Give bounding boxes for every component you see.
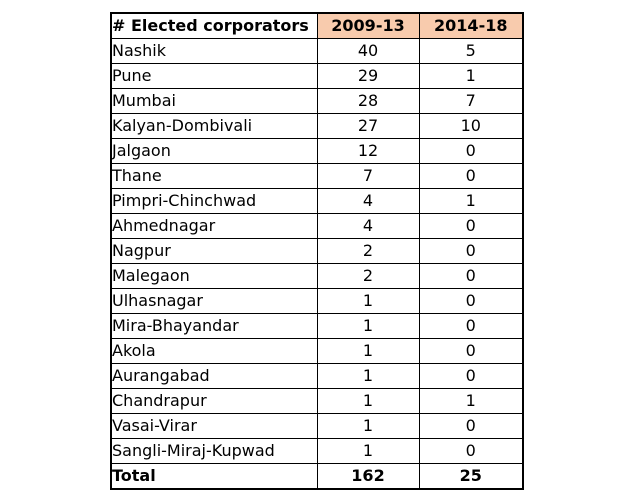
table-row (111, 39, 523, 64)
value-2014-18-cell: 7 (419, 89, 523, 114)
value-2009-13-cell: 2 (317, 239, 419, 264)
table-row (111, 339, 523, 364)
table-row (111, 114, 523, 139)
value-2009-13-cell: 1 (317, 389, 419, 414)
header-2009-13: 2009-13 (317, 13, 419, 39)
city-cell: Ahmednagar (111, 214, 317, 239)
table-body (111, 39, 523, 464)
city-cell: Kalyan-Dombivali (111, 114, 317, 139)
value-2009-13-cell: 4 (317, 214, 419, 239)
city-cell: Pune (111, 64, 317, 89)
city-cell: Vasai-Virar (111, 414, 317, 439)
value-2009-13-cell: 1 (317, 439, 419, 464)
total-label: Total (111, 464, 317, 490)
total-2014-18: 25 (419, 464, 523, 490)
value-2009-13-cell: 1 (317, 289, 419, 314)
value-2014-18-cell: 0 (419, 164, 523, 189)
total-2009-13: 162 (317, 464, 419, 490)
table-row (111, 189, 523, 214)
city-cell: Akola (111, 339, 317, 364)
total-row (111, 464, 523, 490)
value-2009-13-cell: 29 (317, 64, 419, 89)
table-row (111, 389, 523, 414)
city-cell: Chandrapur (111, 389, 317, 414)
city-cell: Nagpur (111, 239, 317, 264)
table-row (111, 89, 523, 114)
city-cell: Mumbai (111, 89, 317, 114)
header-city: # Elected corporators (111, 13, 317, 39)
value-2009-13-cell: 2 (317, 264, 419, 289)
header-2014-18: 2014-18 (419, 13, 523, 39)
city-cell: Sangli-Miraj-Kupwad (111, 439, 317, 464)
city-cell: Jalgaon (111, 139, 317, 164)
value-2014-18-cell: 0 (419, 214, 523, 239)
value-2009-13-cell: 1 (317, 414, 419, 439)
city-cell: Pimpri-Chinchwad (111, 189, 317, 214)
table-row (111, 439, 523, 464)
table-row (111, 314, 523, 339)
table-row (111, 214, 523, 239)
table-row (111, 264, 523, 289)
city-cell: Malegaon (111, 264, 317, 289)
city-cell: Ulhasnagar (111, 289, 317, 314)
value-2014-18-cell: 1 (419, 189, 523, 214)
table-row (111, 364, 523, 389)
table-row (111, 139, 523, 164)
city-cell: Thane (111, 164, 317, 189)
city-cell: Nashik (111, 39, 317, 64)
value-2014-18-cell: 1 (419, 389, 523, 414)
value-2009-13-cell: 28 (317, 89, 419, 114)
value-2009-13-cell: 1 (317, 314, 419, 339)
value-2009-13-cell: 12 (317, 139, 419, 164)
city-cell: Mira-Bhayandar (111, 314, 317, 339)
table-row (111, 164, 523, 189)
value-2009-13-cell: 1 (317, 364, 419, 389)
value-2014-18-cell: 0 (419, 314, 523, 339)
value-2014-18-cell: 0 (419, 239, 523, 264)
table-row (111, 289, 523, 314)
value-2014-18-cell: 0 (419, 139, 523, 164)
table-row (111, 239, 523, 264)
value-2009-13-cell: 4 (317, 189, 419, 214)
table-row (111, 64, 523, 89)
value-2009-13-cell: 40 (317, 39, 419, 64)
value-2009-13-cell: 7 (317, 164, 419, 189)
header-row (111, 13, 523, 39)
table-row (111, 414, 523, 439)
value-2009-13-cell: 1 (317, 339, 419, 364)
value-2014-18-cell: 0 (419, 289, 523, 314)
value-2014-18-cell: 0 (419, 264, 523, 289)
city-cell: Aurangabad (111, 364, 317, 389)
value-2014-18-cell: 0 (419, 414, 523, 439)
value-2014-18-cell: 0 (419, 364, 523, 389)
value-2009-13-cell: 27 (317, 114, 419, 139)
corporators-table (110, 12, 524, 490)
value-2014-18-cell: 5 (419, 39, 523, 64)
value-2014-18-cell: 0 (419, 339, 523, 364)
value-2014-18-cell: 0 (419, 439, 523, 464)
value-2014-18-cell: 1 (419, 64, 523, 89)
value-2014-18-cell: 10 (419, 114, 523, 139)
